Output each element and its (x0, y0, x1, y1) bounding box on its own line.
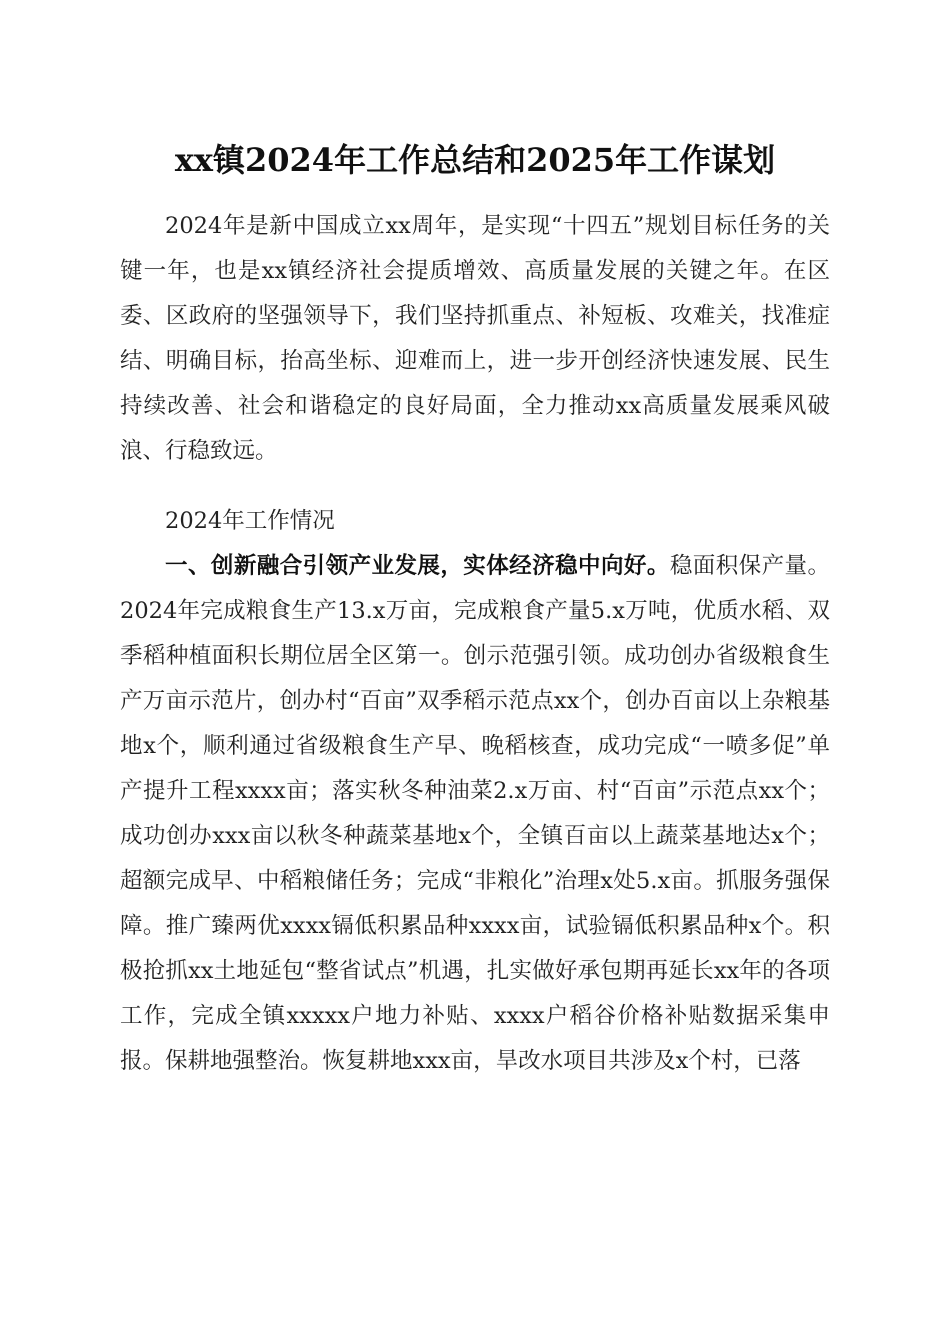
item-one-paragraph (120, 544, 830, 1084)
intro-paragraph: 2024年是新中国成立xx周年，是实现“十四五”规划目标任务的关键一年，也是xx镇经济社会提质增效、高质量发展的关键之年。在区委、区政府的坚强领导下，我们坚持抓重点、补短板、攻难关，找准症结、明确目标，抬高坐标、迎难而上，进一步开创经济快速发展、民生持续改善、社会和谐稳定的良好局面，全力推动xx高质量发展乘风破浪、行稳致远。 (120, 213, 830, 464)
document-title: xx镇2024年工作总结和2025年工作谋划 (174, 141, 776, 179)
item-one-text: 稳面积保产量。2024年完成粮食生产13.x万亩，完成粮食产量5.x万吨，优质水稻、双季稻种植面积长期位居全区第一。创示范强引领。成功创办省级粮食生产万亩示范片，创办村“百亩”双季稻示范点xx个，创办百亩以上杂粮基地x个，顺利通过省级粮食生产早、晚稻核查，成功完成“一喷多促”单产提升工程xxxx亩；落实秋冬种油菜2.x万亩、村“百亩”示范点xx个；成功创办xxx亩以秋冬种蔬菜基地x个，全镇百亩以上蔬菜基地达x个；超额完成早、中稻粮储任务；完成“非粮化”治理x处5.x亩。抓服务强保障。推广臻两优xxxx镉低积累品种xxxx亩，试验镉低积累品种x个。积极抢抓xx土地延包“整省试点”机遇，扎实做好承包期再延长xx年的各项工作，完成全镇xxxxx户地力补贴、xxxx户稻谷价格补贴数据采集申报。保耕地强整治。恢复耕地xxx亩，旱改水项目共涉及x个村，已落 (120, 553, 830, 1074)
section-heading: 2024年工作情况 (165, 508, 335, 534)
item-one-lead: 一、创新融合引领产业发展，实体经济稳中向好。 (165, 553, 670, 579)
